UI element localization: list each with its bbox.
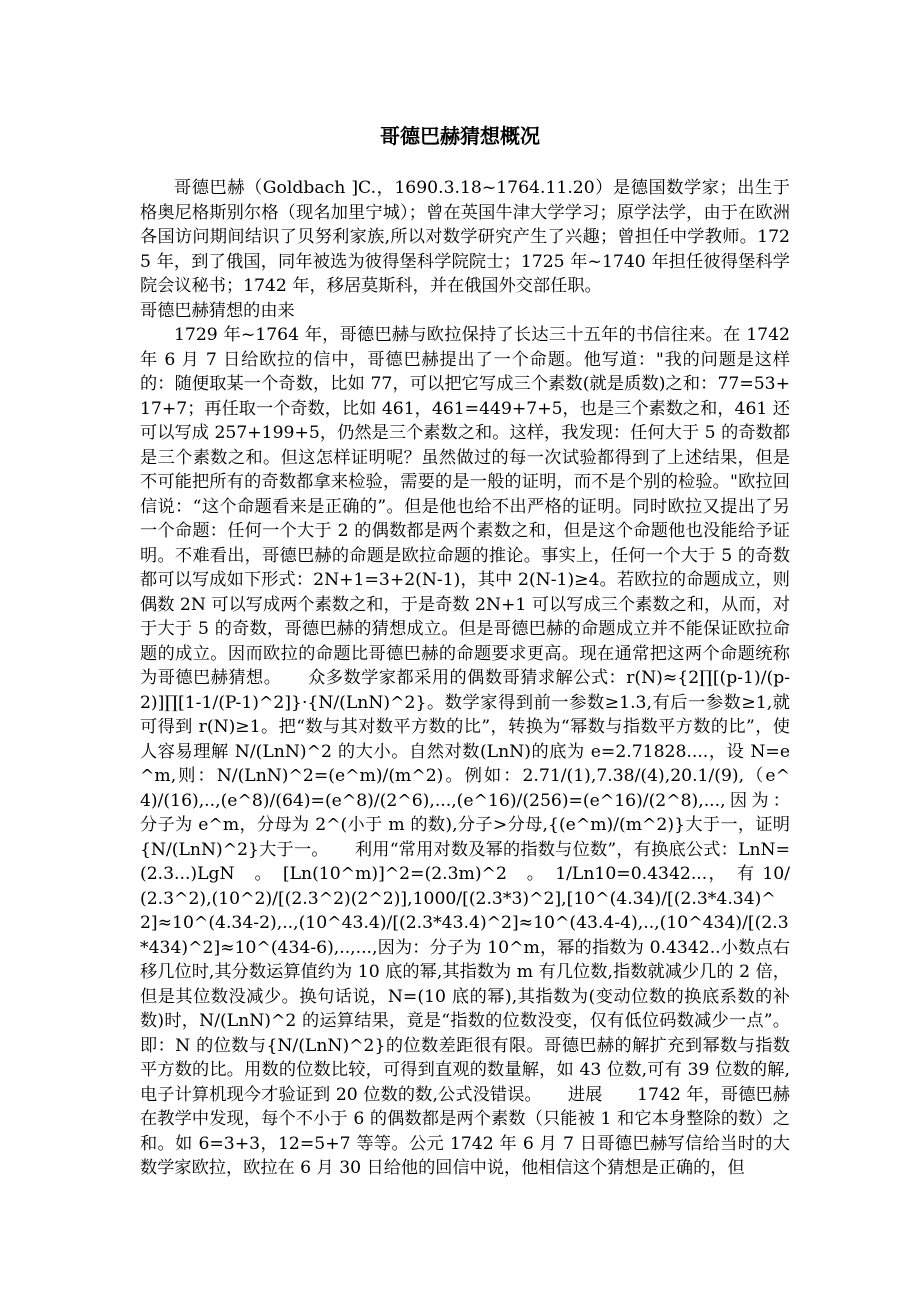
document-body <box>140 176 790 1181</box>
document-title: 哥德巴赫猜想概况 <box>380 124 540 148</box>
paragraph-origin: 1729 年~1764 年，哥德巴赫与欧拉保持了长达三十五年的书信往来。在 1742 年 6 月 7 日给欧拉的信中，哥德巴赫提出了一个命题。他写道："我的问题是这样的：随便取某一个奇数，比如 77，可以把它写成三个素数(就是质数)之和：77=53+17+7；再任取一个奇数，比如 461，461=449+7+5，也是三个素数之和，461 还可以写成 257+199+5，仍然是三个素数之和。这样，我发现：任何大于 5 的奇数都是三个素数之和。但这怎样证明呢？虽然做过的每一次试验都得到了上述结果，但是不可能把所有的奇数都拿来检验，需要的是一般的证明，而不是个别的检验。"欧拉回信说：“这个命题看来是正确的”。但是他也给不出严格的证明。同时欧拉又提出了另一个命题：任何一个大于 2 的偶数都是两个素数之和，但是这个命题他也没能给予证明。不难看出，哥德巴赫的命题是欧拉命题的推论。事实上，任何一个大于 5 的奇数都可以写成如下形式：2N+1=3+2(N-1)，其中 2(N-1)≥4。若欧拉的命题成立，则偶数 2N 可以写成两个素数之和，于是奇数 2N+1 可以写成三个素数之和，从而，对于大于 5 的奇数，哥德巴赫的猜想成立。但是哥德巴赫的命题成立并不能保证欧拉命题的成立。因而欧拉的命题比哥德巴赫的命题要求更高。现在通常把这两个命题统称为哥德巴赫猜想。 众多数学家都采用的偶数哥猜求解公式：r(N)≈{2∏[(p-1)/(p-2)]∏[1-1/(P-1)^2]}·{N/(LnN)^2}。数学家得到前一参数≥1.3,有后一参数≥1,就可得到 r(N)≥1。把“数与其对数平方数的比”，转换为“幂数与指数平方数的比”，使人容易理解 N/(LnN)^2 的大小。自然对数(LnN)的底为 e=2.71828....，设 N=e^m,则：N/(LnN)^2=(e^m)/(m^2)。例如：2.71/(1),7.38/(4),20.1/(9),（e^4)/(16),..,(e^8)/(64)=(e^8)/(2^6),...,(e^16)/(256)=(e^16)/(2^8),...,因为：分子为 e^m，分母为 2^(小于 m 的数),分子>分母,{(e^m)/(m^2)}大于一，证明{N/(LnN)^2}大于一。 利用“常用对数及幂的指数与位数”，有换底公式：LnN=(2.3...)LgN 。 [Ln(10^m)]^2=(2.3m)^2 。 1/Ln10=0.4342...， 有 10/(2.3^2),(10^2)/[(2.3^2)(2^2)],1000/[(2.3*3)^2],[10^(4.34)/[(2.3*4.34)^2]≈10^(4.34-2),..,(10^43.4)/[(2.3*43.4)^2]≈10^(43.4-4),..,(10^434)/[(2.3*434)^2]≈10^(434-6),..,...,因为：分子为 10^m，幂的指数为 0.4342..小数点右移几位时,其分数运算值约为 10 底的幂,其指数为 m 有几位数,指数就减少几的 2 倍，但是其位数没减少。换句话说，N=(10 底的幂),其指数为(变动位数的换底系数的补数)时，N/(LnN)^2 的运算结果，竟是“指数的位数没变，仅有低位码数减少一点”。即：N 的位数与{N/(LnN)^2}的位数差距很有限。哥德巴赫的解扩充到幂数与指数平方数的比。用数的位数比较，可得到直观的数量解，如 43 位数,可有 39 位数的解,电子计算机现今才验证到 20 位数的数,公式没错误。 进展 1742 年，哥德巴赫在教学中发现，每个不小于 6 的偶数都是两个素数（只能被 1 和它本身整除的数）之和。如 6=3+3，12=5+7 等等。公元 1742 年 6 月 7 日哥德巴赫写信给当时的大数学家欧拉，欧拉在 6 月 30 日给他的回信中说，他相信这个猜想是正确的，但 <box>140 325 790 1178</box>
section-heading-origin: 哥德巴赫猜想的由来 <box>140 300 295 321</box>
paragraph-biography: 哥德巴赫（Goldbach ]C.，1690.3.18~1764.11.20）是德国数学家；出生于格奥尼格斯别尔格（现名加里宁城）；曾在英国牛津大学学习；原学法学，由于在欧洲各国访问期间结识了贝努利家族,所以对数学研究产生了兴趣；曾担任中学教师。1725 年，到了俄国，同年被选为彼得堡科学院院士；1725 年~1740 年担任彼得堡科学院会议秘书；1742 年，移居莫斯科，并在俄国外交部任职。 <box>140 178 790 296</box>
